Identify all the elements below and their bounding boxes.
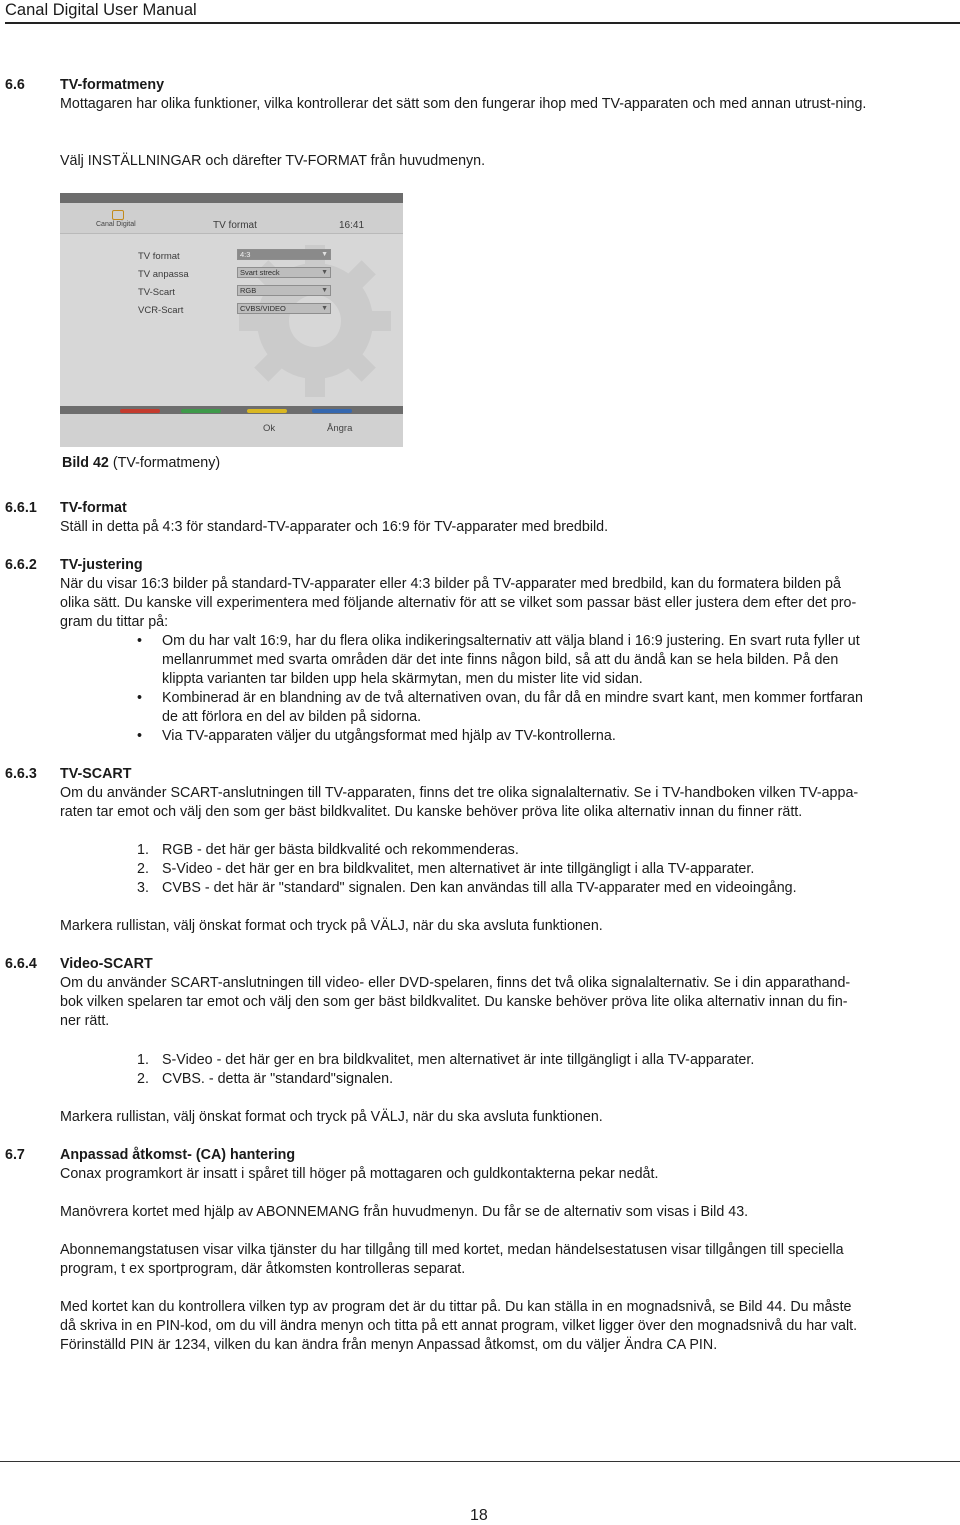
caption-text: (TV-formatmeny) xyxy=(108,455,221,471)
section-6-6-3-number: 6.6.3 xyxy=(5,766,37,782)
screen-title: TV format xyxy=(213,220,257,231)
section-6-7-p3 xyxy=(60,1241,955,1279)
page-header xyxy=(5,0,960,24)
section-6-6-3-title: TV-SCART xyxy=(60,766,132,782)
section-6-6-1-body: Ställ in detta på 4:3 för standard-TV-apparater och 16:9 för TV-apparater med bredbild. xyxy=(60,519,609,535)
item-number: 1. xyxy=(137,842,149,858)
body-line: Abonnemangstatusen visar vilka tjänster du har tillgång till med kortet, medan händelsestatusen visar tillgången till speciella xyxy=(60,1242,844,1258)
section-6-7-number: 6.7 xyxy=(5,1147,25,1163)
section-6-6-4-title: Video-SCART xyxy=(60,956,153,972)
intro-text: Mottagaren har olika funktioner, vilka kontrollerar det sätt som den fungerar ihop med TV-apparaten och med annan utrust-ning. xyxy=(60,96,867,112)
section-6-6-1-number: 6.6.1 xyxy=(5,500,37,516)
section-6-6-number: 6.6 xyxy=(5,77,25,93)
tv-format-select[interactable] xyxy=(237,249,331,260)
bullet-line: de att förlora en del av bilden på sidorna. xyxy=(162,709,422,725)
body-line: raten tar emot och välj den som ger bäst bildkvalitet. Du kanske behöver pröva lite olika alternativ innan du finner rätt. xyxy=(60,804,803,820)
bullet-line: mellanrummet med svarta områden där det inte finns någon bild, så att du ändå kan se hela bilden. På den xyxy=(162,652,839,668)
body-line: Om du använder SCART-anslutningen till TV-apparaten, finns det tre olika signalalternativ. Se i TV-handboken vilken TV-appa- xyxy=(60,785,859,801)
item-text: CVBS - det här är "standard" signalen. Den kan användas till alla TV-apparater med en videoingång. xyxy=(162,880,797,896)
video-scart-options xyxy=(60,1051,955,1089)
body-line: då skriva in en PIN-kod, om du vill ändra menyn och titta på ett annat program, vilket ligger över den mognadsnivå du har valt. xyxy=(60,1318,858,1334)
section-6-6-2-body xyxy=(60,575,955,632)
green-key-icon xyxy=(181,409,221,413)
section-6-7-title: Anpassad åtkomst- (CA) hantering xyxy=(60,1147,296,1163)
screen-top-bar xyxy=(60,193,403,203)
section-6-6-4-body xyxy=(60,974,955,1031)
canal-digital-logo xyxy=(96,210,144,230)
tv-scart-options xyxy=(60,841,955,898)
chevron-down-icon: ▼ xyxy=(321,251,328,258)
logo-text: Canal Digital xyxy=(96,221,136,228)
section-6-6-4-outro: Markera rullistan, välj önskat format och tryck på VÄLJ, när du ska avsluta funktionen. xyxy=(60,1109,603,1125)
tv-format-screenshot xyxy=(60,193,403,447)
tv-scart-select[interactable] xyxy=(237,285,331,296)
section-6-6-4-number: 6.6.4 xyxy=(5,956,37,972)
chevron-down-icon: ▼ xyxy=(321,305,328,312)
caption-number: Bild 42 xyxy=(62,455,109,471)
list-item xyxy=(60,1051,955,1070)
bullet-line: • Via TV-apparaten väljer du utgångsformat med hjälp av TV-kontrollerna. xyxy=(162,728,616,744)
body-line: olika sätt. Du kanske vill experimentera med följande alternativ för att se vilket som passar bäst eller justera dem efter det pro- xyxy=(60,595,857,611)
tv-anpassa-select[interactable] xyxy=(237,267,331,278)
section-6-6-intro xyxy=(60,95,955,114)
section-6-7-p1: Conax programkort är insatt i spåret till höger på mottagaren och guldkontakterna pekar nedåt. xyxy=(60,1166,659,1182)
body-line: gram du tittar på: xyxy=(60,614,169,630)
section-6-6-3-body xyxy=(60,784,955,822)
item-number: 1. xyxy=(137,1052,149,1068)
body-line: Förinställd PIN är 1234, vilken du kan ändra från menyn Anpassad åtkomst, om du väljer Ändra CA PIN. xyxy=(60,1337,718,1353)
section-6-6-2-title: TV-justering xyxy=(60,557,143,573)
body-line: Om du använder SCART-anslutningen till video- eller DVD-spelaren, finns det två olika signalalternativ. Se i din apparathand- xyxy=(60,975,851,991)
vcr-scart-select[interactable] xyxy=(237,303,331,314)
section-6-6-title: TV-formatmeny xyxy=(60,77,165,93)
gear-icon xyxy=(235,241,395,401)
chevron-down-icon: ▼ xyxy=(321,287,328,294)
body-line: När du visar 16:3 bilder på standard-TV-apparater eller 4:3 bilder på TV-apparater med bredbild, kan du formatera bilden på xyxy=(60,576,841,592)
logo-mark-icon xyxy=(112,210,124,220)
section-6-7-p2: Manövrera kortet med hjälp av ABONNEMANG från huvudmenyn. Du får se de alternativ som visas i Bild 43. xyxy=(60,1204,749,1220)
item-number: 2. xyxy=(137,861,149,877)
vcr-scart-value: CVBS/VIDEO xyxy=(240,304,286,313)
body-line: bok vilken spelaren tar emot och välj den som ger bäst bildkvalitet. Du kanske behöver pröva lite olika alternativ innan du fin- xyxy=(60,994,848,1010)
tv-format-label: TV format xyxy=(138,251,180,262)
section-6-6-1-title: TV-format xyxy=(60,500,127,516)
list-item xyxy=(60,1070,955,1089)
blue-key-icon xyxy=(312,409,352,413)
tv-anpassa-value: Svart streck xyxy=(240,268,280,277)
item-number: 3. xyxy=(137,880,149,896)
page-number: 18 xyxy=(470,1507,488,1524)
footer-divider xyxy=(0,1461,960,1462)
tv-scart-label: TV-Scart xyxy=(138,287,175,298)
bullet-item xyxy=(60,632,955,689)
tv-format-value: 4:3 xyxy=(240,250,251,259)
yellow-key-icon xyxy=(247,409,287,413)
item-text: RGB - det här ger bästa bildkvalité och rekommenderas. xyxy=(162,842,519,858)
tv-anpassa-label: TV anpassa xyxy=(138,269,189,280)
angra-button-label[interactable]: Ångra xyxy=(327,423,353,434)
vcr-scart-label: VCR-Scart xyxy=(138,305,184,316)
chevron-down-icon: ▼ xyxy=(321,269,328,276)
body-line: ner rätt. xyxy=(60,1013,110,1029)
ok-button-label[interactable]: Ok xyxy=(263,423,276,434)
body-line: Med kortet kan du kontrollera vilken typ av program det är du tittar på. Du kan ställa in en mognadsnivå, se Bild 44. Du måste xyxy=(60,1299,852,1315)
section-6-6-3-outro: Markera rullistan, välj önskat format och tryck på VÄLJ, när du ska avsluta funktionen. xyxy=(60,918,603,934)
adjustment-bullets xyxy=(60,632,955,746)
item-number: 2. xyxy=(137,1071,149,1087)
bullet-item xyxy=(60,689,955,727)
item-text: S-Video - det här ger en bra bildkvalitet, men alternativet är inte tillgängligt i alla TV-apparater. xyxy=(162,861,755,877)
item-text: CVBS. - detta är "standard"signalen. xyxy=(162,1071,394,1087)
item-text: S-Video - det här ger en bra bildkvalitet, men alternativet är inte tillgängligt i alla TV-apparater. xyxy=(162,1052,755,1068)
bullet-line: klippta varianten tar bilden upp hela skärmytan, men du mister lite vid sidan. xyxy=(162,671,643,687)
list-item xyxy=(60,841,955,860)
bullet-item xyxy=(60,727,955,746)
list-item xyxy=(60,860,955,879)
figure-caption xyxy=(62,454,220,473)
list-item xyxy=(60,879,955,898)
bullet-line: • Kombinerad är en blandning av de två alternativen ovan, du får då en mindre svart kant, men kommer fortfaran xyxy=(162,690,863,706)
section-6-6-instruction: Välj INSTÄLLNINGAR och därefter TV-FORMAT från huvudmenyn. xyxy=(60,153,486,169)
bullet-line: • Om du har valt 16:9, har du flera olika indikeringsalternativ att välja bland i 16:9 justering. En svart ruta fyller ut xyxy=(162,633,860,649)
red-key-icon xyxy=(120,409,160,413)
tv-scart-value: RGB xyxy=(240,286,257,295)
screen-clock: 16:41 xyxy=(339,220,365,231)
section-6-6-2-number: 6.6.2 xyxy=(5,557,37,573)
screen-header xyxy=(60,203,403,234)
section-6-7-p4 xyxy=(60,1298,955,1355)
body-line: program, t ex sportprogram, där åtkomsten kontrolleras separat. xyxy=(60,1261,466,1277)
manual-title: Canal Digital User Manual xyxy=(5,1,197,19)
